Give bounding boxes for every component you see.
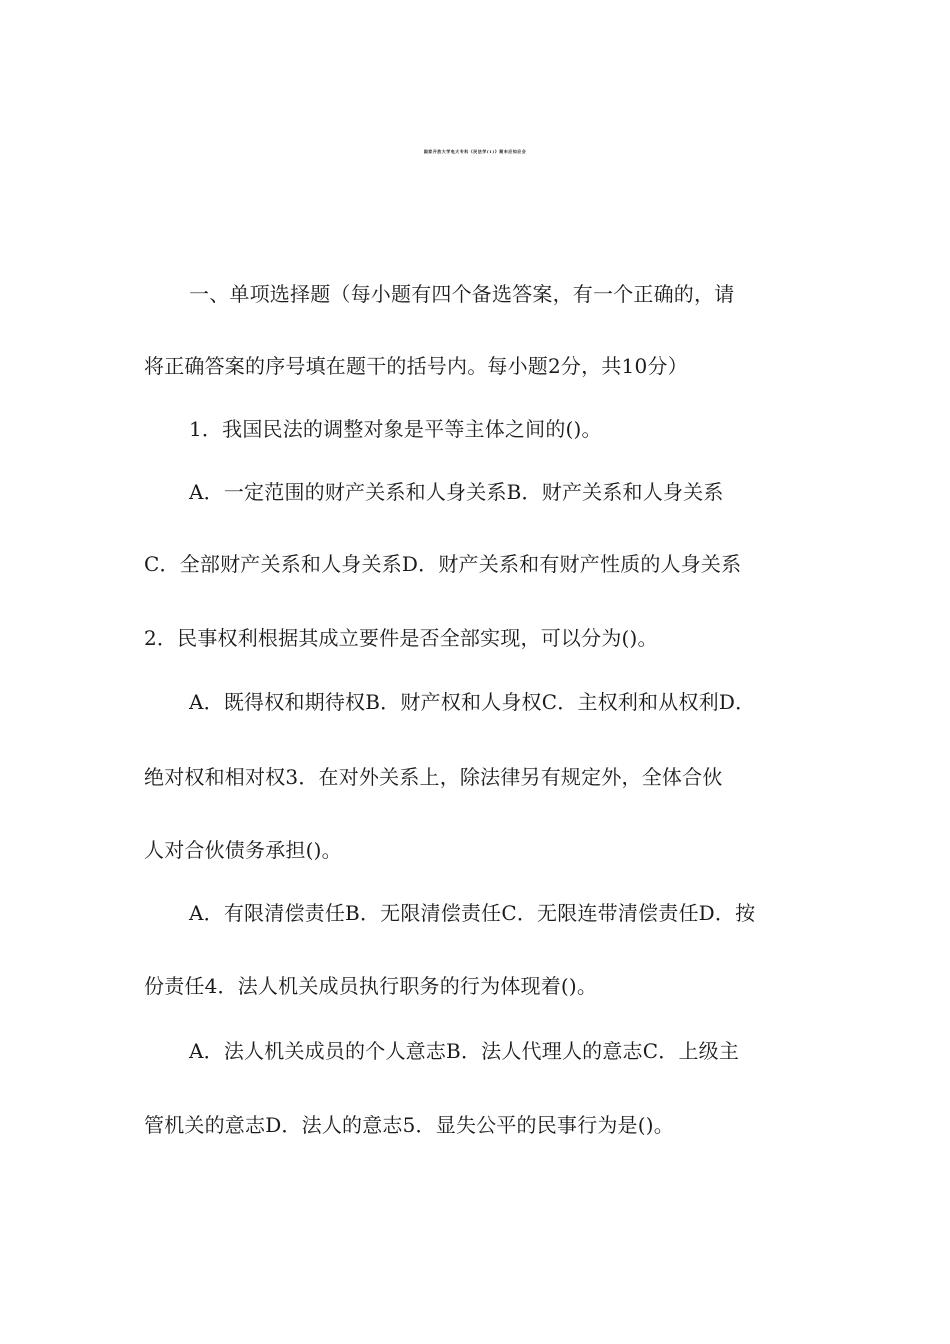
question-2-options-line-2: 绝对权和相对权3．在对外关系上，除法律另有规定外，全体合伙: [144, 765, 723, 789]
section-heading-line-2: 将正确答案的序号填在题干的括号内。每小题2分，共10分）: [144, 354, 688, 378]
question-3-text-continued: 人对合伙债务承担()。: [144, 838, 342, 862]
question-1-options-line-1: A．一定范围的财产关系和人身关系B．财产关系和人身关系: [189, 480, 724, 504]
question-4-options-line-2: 管机关的意志D．法人的意志5．显失公平的民事行为是()。: [144, 1113, 674, 1137]
document-title: 国家开放大学电大专科《民法学(1)》期末应知应会: [423, 149, 527, 154]
question-3-options-line-2: 份责任4．法人机关成员执行职务的行为体现着()。: [144, 974, 598, 998]
section-heading-line-1: 一、单项选择题（每小题有四个备选答案，有一个正确的，请: [189, 282, 735, 306]
question-2-options-line-1: A．既得权和期待权B．财产权和人身权C．主权利和从权利D．: [189, 690, 756, 714]
question-1-options-line-2: C．全部财产关系和人身关系D．财产关系和有财产性质的人身关系: [144, 552, 742, 576]
question-4-options-line-1: A．法人机关成员的个人意志B．法人代理人的意志C．上级主: [189, 1039, 740, 1063]
question-1-text: 1．我国民法的调整对象是平等主体之间的()。: [189, 417, 602, 441]
question-3-options-line-1: A．有限清偿责任B．无限清偿责任C．无限连带清偿责任D．按: [189, 901, 756, 925]
question-2-text: 2．民事权利根据其成立要件是否全部实现，可以分为()。: [144, 626, 658, 650]
